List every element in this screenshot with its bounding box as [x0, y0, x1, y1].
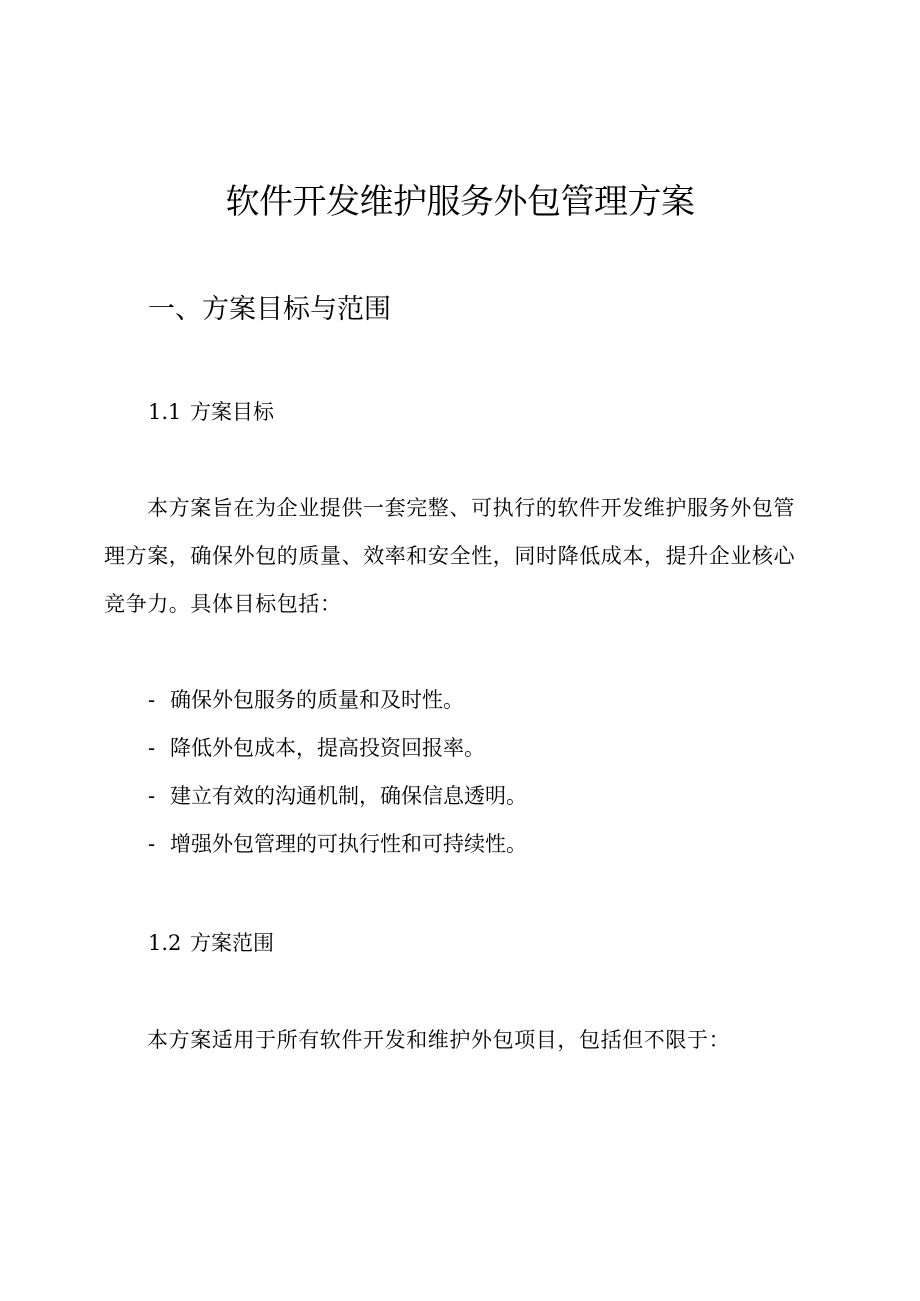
bullet-dash: -	[148, 688, 156, 712]
objective-paragraph: 本方案旨在为企业提供一套完整、可执行的软件开发维护服务外包管理方案，确保外包的质量、效率和安全性，同时降低成本，提升企业核心竞争力。具体目标包括：	[104, 496, 796, 616]
subsection-heading-1-1	[148, 397, 274, 427]
list-item-text: 增强外包管理的可执行性和可持续性。	[170, 832, 527, 856]
list-item-text: 建立有效的沟通机制，确保信息透明。	[170, 784, 527, 808]
document-title: 软件开发维护服务外包管理方案	[225, 182, 695, 222]
objective-list	[148, 676, 527, 868]
list-item	[148, 772, 527, 820]
section-heading-1: 一、方案目标与范围	[148, 294, 391, 325]
list-item	[148, 676, 527, 724]
list-item	[148, 724, 527, 772]
bullet-dash: -	[148, 736, 156, 760]
subsection-number: 1.2	[148, 931, 182, 955]
subsection-title: 方案范围	[190, 931, 274, 955]
list-item	[148, 820, 527, 868]
bullet-dash: -	[148, 784, 156, 808]
subsection-heading-1-2	[148, 928, 274, 958]
subsection-title: 方案目标	[190, 400, 274, 424]
bullet-dash: -	[148, 832, 156, 856]
subsection-number: 1.1	[148, 400, 182, 424]
list-item-text: 降低外包成本，提高投资回报率。	[170, 736, 485, 760]
scope-paragraph: 本方案适用于所有软件开发和维护外包项目，包括但不限于：	[147, 1028, 731, 1052]
list-item-text: 确保外包服务的质量和及时性。	[170, 688, 464, 712]
